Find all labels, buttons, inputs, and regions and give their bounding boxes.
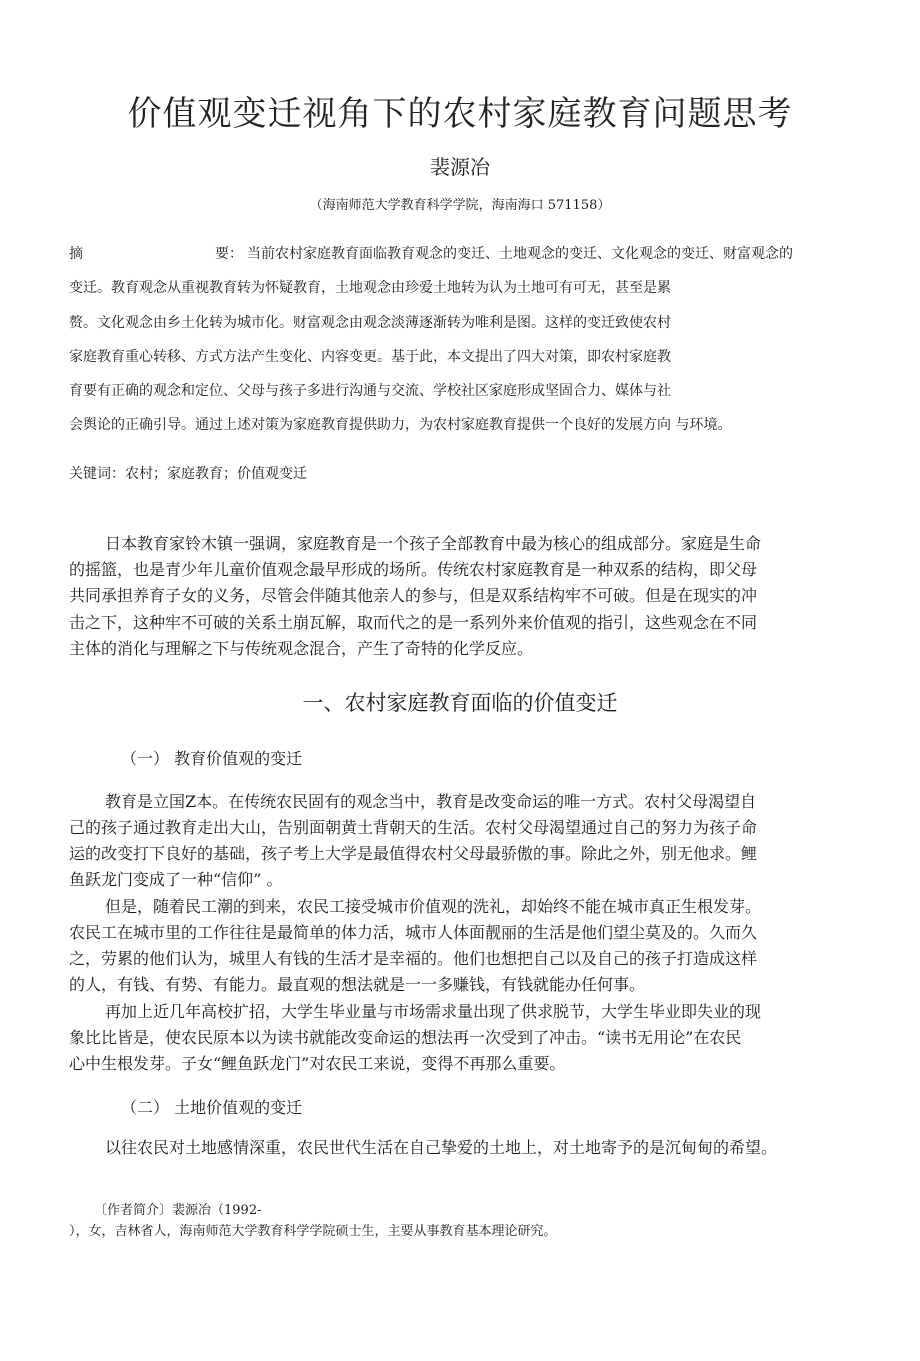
subsection-title: （一） 教育价值观的变迁 [121,749,303,768]
abstract-line: 育要有正确的观念和定位、父母与孩子多进行沟通与交流、学校社区家庭形成坚固合力、媒体与社 [69,383,671,399]
abstract-label-b: 要： [215,246,243,262]
body-line: 日本教育家铃木镇一强调，家庭教育是一个孩子全部教育中最为核心的组成部分。家庭是生命 [105,534,762,553]
paper-title: 价值观变迁视角下的农村家庭教育问题思考 [127,94,793,134]
affiliation: （海南师范大学教育科学学院，海南海口 571158） [309,198,611,213]
author-name: 裴源冶 [430,155,490,179]
body-line: 鱼跃龙门变成了一种“信仰” 。 [69,870,283,889]
author-note: ），女，吉林省人，海南师范大学教育科学学院硕士生，主要从事教育基本理论研究。 [69,1224,557,1239]
abstract-line: 会舆论的正确引导。通过上述对策为家庭教育提供助力，为农村家庭教育提供一个良好的发展方向 与环境。 [69,417,732,433]
body-line: 教育是立国Z本。在传统农民固有的观念当中，教育是改变命运的唯一方式。农村父母渴望自 [105,792,757,811]
body-line: 的人，有钱、有势、有能力。最直观的想法就是一一多赚钱，有钱就能办任何事。 [69,975,646,994]
body-line: 己的孩子通过教育走出大山，告别面朝黄土背朝天的生活。农村父母渴望通过自己的努力为孩子命 [69,818,758,837]
abstract-line: 当前农村家庭教育面临教育观念的变迁、土地观念的变迁、文化观念的变迁、财富观念的 [247,246,793,262]
body-line: 象比比皆是，使农民原本以为读书就能改变命运的想法再一次受到了冲击。“读书无用论”在农民 [69,1028,742,1047]
body-line: 心中生根发芽。子女“鲤鱼跃龙门”对农民工来说，变得不再那么重要。 [69,1054,566,1073]
abstract-line: 变迁。教育观念从重视教育转为怀疑教育，土地观念由珍爱土地转为认为土地可有可无，甚至是累 [69,280,671,296]
section-title: 一、农村家庭教育面临的价值变迁 [302,691,618,715]
body-line: 之，劳累的他们认为，城里人有钱的生活才是幸福的。他们也想把自己以及自己的孩子打造成这样 [69,949,758,968]
body-line: 以往农民对土地感情深重，农民世代生活在自己挚爱的土地上，对土地寄予的是沉甸甸的希望。 [105,1138,778,1157]
body-line: 再加上近几年高校扩招，大学生毕业量与市场需求量出现了供求脱节，大学生毕业即失业的现 [105,1002,762,1021]
body-line: 农民工在城市里的工作往往是最简单的体力活，城市人体面靓丽的生活是他们望尘莫及的。久而久 [69,923,758,942]
body-line: 的摇篮，也是青少年儿童价值观念最早形成的场所。传统农村家庭教育是一种双系的结构，即父母 [69,560,758,579]
body-line: 击之下，这种牢不可破的关系土崩瓦解，取而代之的是一系列外来价值观的指引，这些观念在不同 [69,613,758,632]
abstract-line: 家庭教育重心转移、方式方法产生变化、内容变更。基于此，本文提出了四大对策，即农村家庭教 [69,349,671,365]
abstract-label-a: 摘 [69,246,83,262]
keywords: 关键词：农村；家庭教育；价值观变迁 [69,466,307,482]
body-line: 共同承担养育子女的义务，尽管会伴随其他亲人的参与，但是双系结构牢不可破。但是在现实的冲 [69,586,758,605]
author-note: 〔作者简介〕裴源冶（1992- [94,1203,262,1218]
body-line: 但是，随着民工潮的到来，农民工接受城市价值观的洗礼，却始终不能在城市真正生根发芽。 [105,897,762,916]
body-line: 主体的消化与理解之下与传统观念混合，产生了奇特的化学反应。 [69,639,534,658]
body-line: 运的改变打下良好的基础，孩子考上大学是最值得农村父母最骄傲的事。除此之外，别无他求。鲤 [69,844,758,863]
subsection-title: （二） 土地价值观的变迁 [121,1098,303,1117]
abstract-line: 赘。文化观念由乡土化转为城市化。财富观念由观念淡薄逐渐转为唯利是图。这样的变迁致使农村 [69,315,671,331]
